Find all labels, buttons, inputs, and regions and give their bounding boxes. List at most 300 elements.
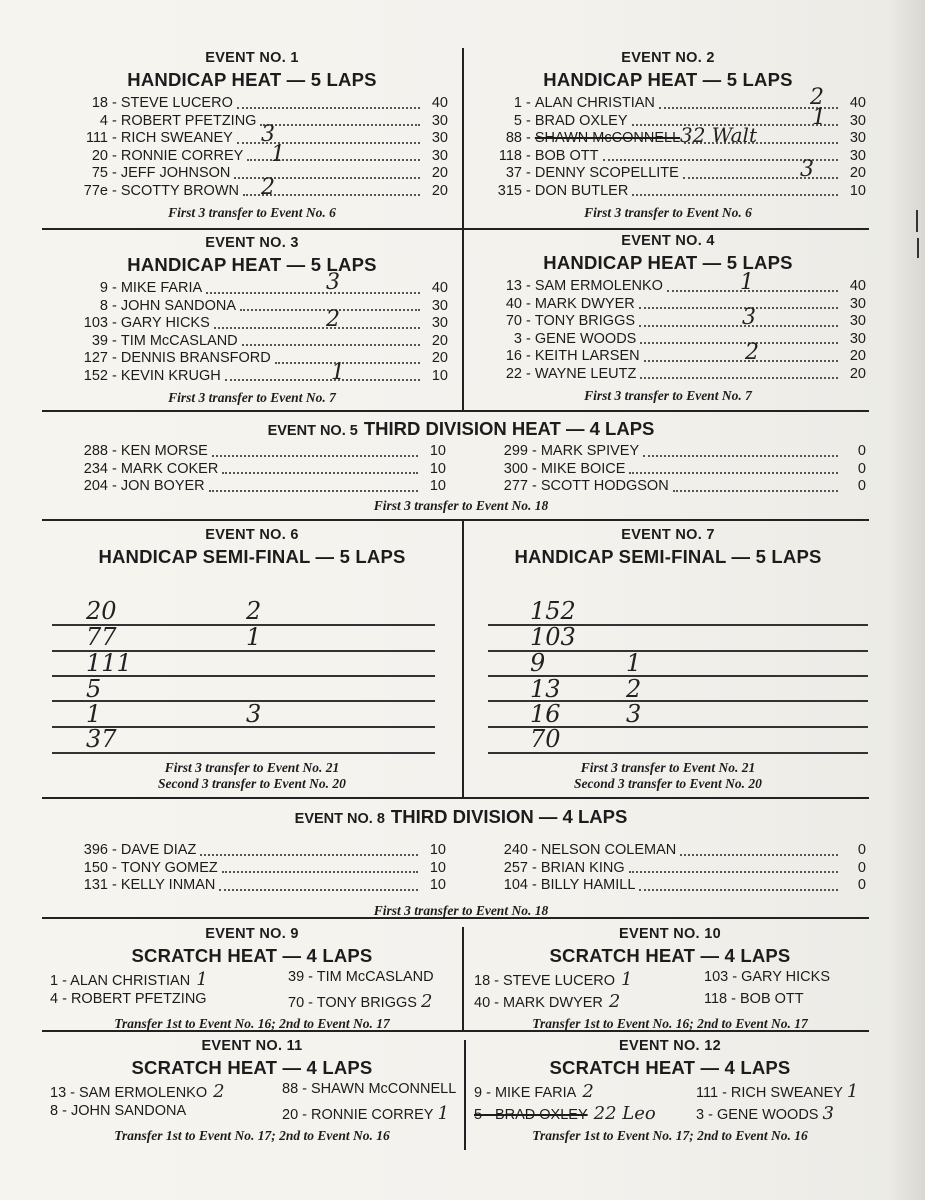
- car-number: 257: [503, 859, 528, 876]
- separator: -: [112, 367, 117, 384]
- handicap-points: 30: [849, 147, 866, 164]
- driver-name: ALAN CHRISTIAN: [534, 95, 655, 111]
- driver-name: MARK DWYER: [534, 295, 635, 312]
- transfer-note: First 3 transfer to Event No. 21: [164, 760, 340, 775]
- car-number: 75: [91, 165, 108, 181]
- event-number: EVENT NO. 6: [205, 527, 299, 543]
- event-number: EVENT NO. 2: [621, 50, 715, 66]
- handwritten-car-number: 37: [86, 725, 117, 753]
- driver-name: SCOTTY BROWN: [120, 182, 239, 199]
- event-title: HANDICAP SEMI-FINAL — 5 LAPS: [514, 546, 822, 567]
- handwritten-mark: 1: [846, 1081, 859, 1102]
- handwritten-mark: 3: [261, 122, 275, 147]
- entry-row: [470, 104, 866, 131]
- separator: -: [526, 130, 531, 146]
- separator: -: [112, 859, 117, 876]
- separator: -: [526, 348, 531, 364]
- driver-entry: 70 - TONY BRIGGS: [288, 995, 417, 1011]
- dot-leader: [680, 854, 838, 856]
- handicap-points: 40: [431, 280, 448, 296]
- entry-row: [56, 95, 448, 113]
- entry-row: [56, 174, 448, 201]
- event-number: EVENT NO. 9: [205, 926, 299, 942]
- car-number: 5: [513, 112, 522, 129]
- car-number: 152: [83, 367, 108, 384]
- handicap-points: 30: [849, 112, 866, 129]
- event-5: [56, 418, 866, 514]
- driver-name: TONY GOMEZ: [120, 859, 218, 876]
- car-number: 127: [83, 350, 108, 366]
- separator: -: [526, 95, 531, 111]
- entry-list-right: [476, 443, 866, 496]
- dot-leader: [275, 362, 420, 364]
- car-number: 104: [503, 877, 528, 893]
- driver-name: DAVE DIAZ: [120, 842, 197, 858]
- entry-left: [50, 1081, 282, 1103]
- entry-row: [50, 991, 454, 1013]
- separator: -: [532, 443, 537, 459]
- handicap-points: 20: [849, 348, 866, 364]
- entry-row: [470, 157, 866, 183]
- separator: -: [526, 295, 531, 312]
- dot-leader: [242, 344, 420, 346]
- dot-leader: [209, 490, 418, 492]
- driver-name: BRIAN KING: [540, 859, 625, 876]
- handwritten-car-number: 20: [86, 597, 117, 625]
- separator: -: [112, 877, 117, 893]
- entry-row: [470, 183, 866, 201]
- entry-row: [470, 85, 866, 113]
- driver-name: WAYNE LEUTZ: [534, 365, 637, 382]
- event-10: [474, 926, 866, 1032]
- dot-leader: [683, 177, 838, 179]
- car-number: 288: [83, 443, 108, 459]
- driver-name: NELSON COLEMAN: [540, 842, 677, 858]
- dot-leader: [673, 490, 838, 492]
- handwritten-mark: 2: [420, 991, 433, 1012]
- driver-entry: 18 - STEVE LUCERO: [474, 973, 616, 989]
- car-number: 88: [505, 130, 522, 146]
- divider: [42, 410, 869, 412]
- driver-name: DENNIS BRANSFORD: [120, 350, 271, 366]
- car-number: 300: [503, 460, 528, 477]
- car-number: 9: [99, 280, 108, 296]
- entry-row: [474, 1081, 866, 1103]
- entry-row: [50, 969, 454, 991]
- handicap-points: 0: [857, 478, 866, 494]
- handwritten-place: 1: [246, 623, 262, 651]
- entry-row: [476, 478, 866, 496]
- entry-left: [50, 969, 288, 991]
- event-number: EVENT NO. 1: [205, 50, 299, 66]
- entry-left: [474, 1103, 696, 1125]
- driver-name: TONY BRIGGS: [534, 313, 636, 329]
- handwritten-mark: 3: [822, 1103, 834, 1124]
- entry-row: [474, 991, 866, 1013]
- event-1: [56, 50, 448, 221]
- entry-row: [56, 165, 448, 183]
- entry-row: [476, 877, 866, 895]
- car-number: 8: [99, 297, 108, 314]
- entry-columns: [56, 842, 866, 895]
- driver-name: ROBERT PFETZING: [120, 112, 257, 129]
- handicap-points: 30: [849, 313, 866, 329]
- car-number: 77e: [83, 182, 108, 199]
- car-number: 277: [503, 478, 528, 494]
- separator: -: [112, 165, 117, 181]
- handicap-points: 10: [429, 460, 446, 477]
- driver-name: TIM McCASLAND: [120, 332, 238, 349]
- transfer-note: Transfer 1st to Event No. 17; 2nd to Event No. 16: [114, 1128, 390, 1143]
- handwritten-mark: 2: [810, 85, 824, 110]
- separator: -: [112, 297, 117, 314]
- entry-row: [470, 305, 866, 331]
- edge-mark: [917, 238, 919, 258]
- handicap-points: 30: [431, 130, 448, 146]
- column-divider: [462, 519, 464, 797]
- transfer-note: First 3 transfer to Event No. 6: [168, 205, 336, 220]
- dot-leader: [206, 292, 420, 294]
- separator: -: [532, 460, 537, 477]
- entry-grid: [50, 969, 454, 1013]
- handicap-points: 30: [431, 147, 448, 164]
- driver-entry: 5 - BRAD OXLEY: [474, 1107, 588, 1123]
- handwritten-mark: 2: [326, 307, 340, 332]
- event-number: EVENT NO. 11: [201, 1038, 303, 1054]
- separator: -: [526, 278, 531, 294]
- driver-name: RONNIE CORREY: [120, 147, 244, 164]
- entry-row: [56, 877, 446, 895]
- event-title: SCRATCH HEAT — 4 LAPS: [131, 945, 373, 966]
- car-number: 299: [503, 443, 528, 459]
- entry-row: [474, 969, 866, 991]
- event-11: [50, 1038, 457, 1144]
- separator: -: [112, 478, 117, 494]
- event-3: [56, 235, 448, 406]
- car-number: 4: [99, 112, 108, 129]
- driver-name: MIKE FARIA: [120, 280, 203, 296]
- handwritten-mark: 1: [437, 1103, 449, 1124]
- event-9: [50, 926, 454, 1032]
- driver-name: MIKE BOICE: [540, 460, 626, 477]
- entry-list-left: [56, 842, 446, 895]
- handwritten-car-number: 13: [530, 675, 561, 703]
- car-number: 39: [91, 332, 108, 349]
- driver-entry: 88 - SHAWN McCONNELL: [282, 1081, 457, 1097]
- entry-left: [474, 1081, 696, 1103]
- column-divider: [462, 927, 464, 1030]
- entry-right: [704, 969, 866, 991]
- entry-right: [282, 1081, 457, 1103]
- entry-row: [50, 1103, 454, 1125]
- entry-row: [56, 350, 448, 368]
- entry-right: [696, 1081, 866, 1103]
- separator: -: [532, 859, 537, 876]
- driver-entry: 39 - TIM McCASLAND: [288, 969, 434, 985]
- divider: [42, 797, 869, 799]
- event-8: [56, 806, 866, 919]
- entry-columns: [56, 443, 866, 496]
- entry-row: [470, 340, 866, 366]
- car-number: 1: [513, 95, 522, 111]
- driver-name: STEVE LUCERO: [120, 95, 233, 111]
- car-number: 22: [505, 365, 522, 382]
- driver-name: SAM ERMOLENKO: [534, 278, 663, 294]
- dot-leader: [632, 194, 838, 196]
- driver-name: BOB OTT: [534, 147, 599, 164]
- dot-leader: [643, 455, 838, 457]
- driver-name: JON BOYER: [120, 478, 205, 494]
- event-title: SCRATCH HEAT — 4 LAPS: [549, 1057, 791, 1078]
- handicap-points: 0: [857, 460, 866, 477]
- car-number: 240: [503, 842, 528, 858]
- entry-row: [470, 270, 866, 296]
- event-number: EVENT NO. 10: [619, 926, 721, 942]
- entry-row: [470, 331, 866, 349]
- transfer-note: Transfer 1st to Event No. 16; 2nd to Event No. 17: [114, 1016, 390, 1031]
- handicap-points: 30: [431, 112, 448, 129]
- event-title: HANDICAP HEAT — 5 LAPS: [543, 252, 793, 273]
- transfer-note: Second 3 transfer to Event No. 20: [158, 776, 346, 791]
- event-title: THIRD DIVISION HEAT — 4 LAPS: [363, 418, 655, 439]
- separator: -: [112, 443, 117, 459]
- handwritten-car-number: 5: [86, 675, 102, 703]
- handwritten-mark: 1: [621, 969, 633, 990]
- event-title: SCRATCH HEAT — 4 LAPS: [131, 1057, 373, 1078]
- entry-row: [56, 122, 448, 148]
- divider: [42, 519, 869, 521]
- entry-right: [288, 991, 454, 1013]
- handicap-points: 10: [429, 842, 446, 858]
- separator: -: [112, 182, 117, 199]
- dot-leader: [222, 472, 418, 474]
- handicap-points: 30: [849, 130, 866, 146]
- handwritten-car-number: 16: [530, 700, 561, 728]
- driver-name: RICH SWEANEY: [120, 130, 233, 146]
- dot-leader: [237, 107, 420, 109]
- driver-entry: 103 - GARY HICKS: [704, 969, 830, 985]
- separator: -: [532, 877, 537, 893]
- dot-leader: [225, 379, 420, 381]
- driver-name: KEITH LARSEN: [534, 348, 640, 364]
- entry-right: [704, 991, 866, 1013]
- handwritten-mark: 1: [740, 270, 754, 295]
- separator: -: [526, 165, 531, 181]
- handwritten-car-number: 103: [530, 623, 576, 651]
- driver-entry: 8 - JOHN SANDONA: [50, 1103, 187, 1119]
- handicap-points: 10: [431, 367, 448, 384]
- driver-entry: 13 - SAM ERMOLENKO: [50, 1085, 208, 1101]
- car-number: 37: [505, 165, 522, 181]
- separator: -: [112, 147, 117, 164]
- event-2: [470, 50, 866, 221]
- handwritten-place: 1: [626, 649, 642, 677]
- dot-leader: [644, 360, 838, 362]
- transfer-note: First 3 transfer to Event No. 18: [373, 902, 549, 918]
- driver-name: DON BUTLER: [534, 182, 629, 199]
- dot-leader: [200, 854, 418, 856]
- entry-row: [56, 359, 448, 386]
- handwritten-mark: 3: [742, 305, 756, 330]
- handwritten-car-number: 1: [86, 700, 102, 728]
- driver-entry: 1 - ALAN CHRISTIAN: [50, 973, 191, 989]
- car-number: 103: [83, 315, 108, 331]
- driver-entry: 4 - ROBERT PFETZING: [50, 991, 207, 1007]
- car-number: 3: [513, 330, 522, 347]
- separator: -: [526, 182, 531, 199]
- handwritten-mark: 2: [582, 1081, 594, 1102]
- driver-name: KELLY INMAN: [120, 877, 216, 893]
- handicap-points: 10: [429, 478, 446, 494]
- driver-entry: 111 - RICH SWEANEY: [696, 1085, 843, 1101]
- handwritten-mark: 1: [271, 141, 285, 167]
- event-number: EVENT NO. 5: [267, 423, 358, 439]
- entry-grid: [474, 969, 866, 1013]
- column-divider: [464, 1040, 466, 1150]
- driver-entry: 20 - RONNIE CORREY: [282, 1107, 434, 1123]
- entry-row: [476, 860, 866, 878]
- separator: -: [112, 95, 117, 111]
- entry-left: [50, 1103, 282, 1125]
- transfer-note: First 3 transfer to Event No. 7: [168, 390, 336, 405]
- separator: -: [112, 280, 117, 296]
- entry-row: [56, 860, 446, 878]
- driver-name: GARY HICKS: [120, 315, 210, 331]
- event-title: SCRATCH HEAT — 4 LAPS: [549, 945, 791, 966]
- car-number: 234: [83, 460, 108, 477]
- dot-leader: [222, 871, 418, 873]
- event-number: EVENT NO. 7: [621, 527, 715, 543]
- event-title: HANDICAP HEAT — 5 LAPS: [543, 69, 793, 90]
- event-4: [470, 233, 866, 404]
- entry-row: [474, 1103, 866, 1125]
- entry-right: [696, 1103, 866, 1125]
- separator: -: [526, 330, 531, 347]
- car-number: 315: [497, 182, 522, 199]
- driver-name: MARK SPIVEY: [540, 443, 640, 459]
- entry-grid: [50, 1081, 457, 1125]
- handwritten-car-number: 152: [530, 597, 576, 625]
- driver-name: GENE WOODS: [534, 330, 637, 347]
- entry-row: [50, 1081, 457, 1103]
- transfer-note: First 3 transfer to Event No. 18: [373, 497, 549, 513]
- entry-left: [50, 991, 288, 1013]
- column-divider: [462, 48, 464, 410]
- driver-entry: 3 - GENE WOODS: [696, 1107, 819, 1123]
- event-title: THIRD DIVISION — 4 LAPS: [390, 806, 628, 827]
- handwritten-place: 3: [246, 700, 262, 728]
- driver-name: BILLY HAMILL: [540, 877, 636, 893]
- dot-leader: [212, 455, 418, 457]
- driver-name: JEFF JOHNSON: [120, 165, 231, 181]
- driver-entry: 40 - MARK DWYER: [474, 995, 603, 1011]
- event-title: HANDICAP HEAT — 5 LAPS: [127, 254, 377, 275]
- separator: -: [526, 365, 531, 382]
- entry-list: [56, 95, 448, 200]
- driver-name: KEVIN KRUGH: [120, 367, 221, 384]
- ruled-line: [52, 700, 435, 702]
- car-number: 13: [505, 278, 522, 294]
- handicap-points: 20: [431, 350, 448, 366]
- entry-row: [470, 366, 866, 384]
- entry-row: [56, 307, 448, 333]
- car-number: 20: [91, 147, 108, 164]
- handwritten-mark: 32 Walt: [680, 123, 757, 147]
- event-7-notes: [470, 760, 866, 792]
- transfer-note: First 3 transfer to Event No. 6: [584, 205, 752, 220]
- event-number: EVENT NO. 12: [619, 1038, 721, 1054]
- event-title: HANDICAP SEMI-FINAL — 5 LAPS: [98, 546, 406, 567]
- entry-row: [56, 113, 448, 131]
- car-number: 150: [83, 859, 108, 876]
- handicap-points: 0: [857, 842, 866, 858]
- handicap-points: 0: [857, 443, 866, 459]
- handwritten-mark: 1: [812, 104, 826, 130]
- separator: -: [526, 313, 531, 329]
- dot-leader: [219, 889, 418, 891]
- entry-right: [288, 969, 454, 991]
- entry-grid: [474, 1081, 866, 1125]
- driver-name: BRAD OXLEY: [534, 112, 628, 129]
- entry-left: [474, 969, 704, 991]
- event-number: EVENT NO. 4: [621, 233, 715, 249]
- entry-right: [282, 1103, 454, 1125]
- entry-row: [56, 141, 448, 167]
- handicap-points: 10: [429, 859, 446, 876]
- edge-mark: [916, 210, 918, 232]
- dot-leader: [639, 325, 838, 327]
- separator: -: [112, 112, 117, 129]
- driver-entry: 9 - MIKE FARIA: [474, 1085, 577, 1101]
- separator: -: [526, 147, 531, 164]
- handicap-points: 40: [849, 95, 866, 111]
- handwritten-car-number: 9: [530, 649, 546, 677]
- dot-leader: [640, 342, 838, 344]
- handicap-points: 10: [849, 182, 866, 199]
- car-number: 111: [85, 130, 108, 146]
- event-title: HANDICAP HEAT — 5 LAPS: [127, 69, 377, 90]
- separator: -: [112, 130, 117, 146]
- entry-row: [476, 443, 866, 461]
- entry-row: [56, 333, 448, 351]
- car-number: 18: [91, 95, 108, 111]
- handicap-points: 40: [849, 278, 866, 294]
- dot-leader: [260, 124, 420, 126]
- event-12: [474, 1038, 866, 1144]
- car-number: 40: [505, 295, 522, 312]
- transfer-note: Transfer 1st to Event No. 17; 2nd to Event No. 16: [532, 1128, 808, 1143]
- entry-list-left: [56, 443, 446, 496]
- handicap-points: 20: [431, 182, 448, 199]
- handicap-points: 0: [857, 877, 866, 893]
- separator: -: [112, 315, 117, 331]
- entry-list: [470, 270, 866, 383]
- handicap-points: 20: [431, 332, 448, 349]
- car-number: 204: [83, 478, 108, 494]
- separator: -: [532, 842, 537, 858]
- entry-row: [56, 461, 446, 479]
- event-6-notes: [56, 760, 448, 792]
- event-heading: [56, 418, 866, 440]
- handicap-points: 10: [429, 443, 446, 459]
- handicap-points: 30: [849, 330, 866, 347]
- handwritten-mark: 1: [196, 969, 208, 990]
- transfer-note: Transfer 1st to Event No. 16; 2nd to Event No. 17: [532, 1016, 808, 1031]
- entry-row: [470, 296, 866, 314]
- driver-name: KEN MORSE: [120, 443, 208, 459]
- dot-leader: [639, 307, 838, 309]
- handicap-points: 0: [857, 859, 866, 876]
